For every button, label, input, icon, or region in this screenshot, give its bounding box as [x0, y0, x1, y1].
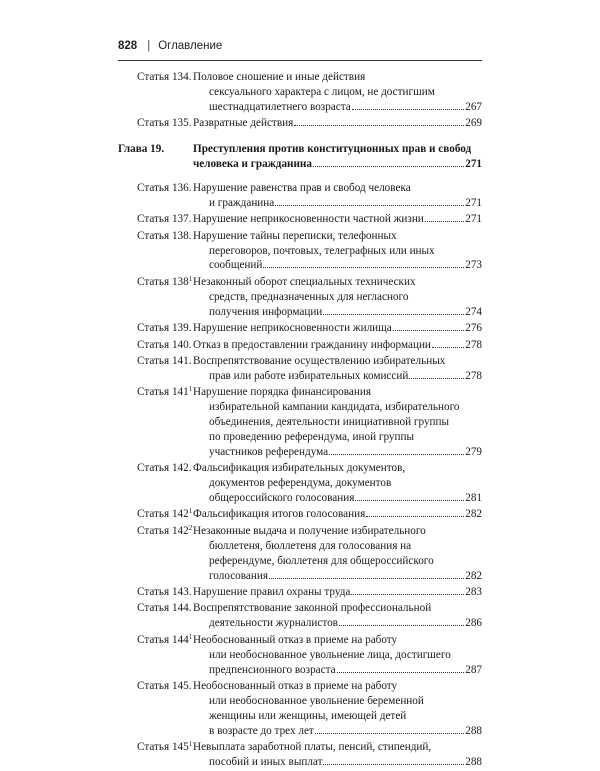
entry-title — [193, 524, 482, 584]
entry-label-text: Статья 139. — [137, 322, 192, 335]
toc-article-entry[interactable] — [118, 275, 482, 320]
dot-leader — [294, 125, 464, 126]
entry-label-text: Статья 136. — [137, 181, 192, 194]
entry-title — [193, 212, 482, 227]
entry-title-line: переговоров, почтовых, телеграфных или иных — [209, 244, 435, 257]
entry-label-text: Статья 140. — [137, 338, 192, 351]
toc-article-entry[interactable] — [118, 116, 482, 131]
entry-page-number[interactable]: 281 — [465, 492, 482, 505]
toc-article-entry[interactable] — [118, 524, 482, 584]
entry-label — [118, 70, 193, 115]
entry-title-line: получения информации — [209, 305, 323, 318]
entry-label-superscript: 1 — [188, 740, 193, 749]
header-title: Оглавление — [158, 40, 223, 52]
entry-label-text: Статья 137. — [137, 213, 192, 226]
entry-title-line: Преступления против конституционных прав и свобод — [193, 143, 472, 156]
entry-title-line: Незаконные выдача и получение избирательного — [193, 524, 426, 537]
entry-label-text: Статья 144 — [137, 633, 189, 646]
entry-title-last-line — [193, 491, 482, 506]
toc-article-entry[interactable] — [118, 679, 482, 739]
entry-title-last-line — [193, 569, 482, 584]
entry-label — [118, 585, 193, 600]
entry-label — [118, 601, 193, 631]
entry-page-number[interactable]: 269 — [465, 117, 482, 130]
dot-leader — [315, 733, 464, 734]
entry-title-line: Необоснованный отказ в приеме на работу — [193, 679, 398, 692]
entry-title-line: участников референдума — [209, 445, 329, 458]
entry-title — [193, 70, 482, 115]
entry-label — [118, 740, 193, 770]
entry-title-line: Воспрепятствование осуществлению избирательных — [193, 354, 446, 367]
dot-leader — [339, 625, 464, 626]
entry-title-line: объединения, деятельности инициативной группы — [209, 416, 450, 429]
entry-title-line: Нарушение неприкосновенности жилища — [193, 322, 392, 335]
entry-page-number[interactable]: 288 — [465, 724, 482, 737]
entry-title-line: Нарушение тайны переписки, телефонных — [193, 229, 397, 242]
entry-page-number[interactable]: 278 — [465, 369, 482, 382]
entry-label — [118, 338, 193, 353]
entry-title — [193, 507, 482, 522]
entry-title-line: избирательной кампании кандидата, избирательного — [209, 401, 460, 414]
entry-title-line: или необоснованное увольнение беременной — [209, 694, 424, 707]
entry-title-last-line — [193, 116, 482, 131]
entry-title-line: средств, предназначенных для негласного — [209, 290, 409, 303]
entry-label-superscript: 1 — [188, 274, 193, 283]
toc-article-entry[interactable] — [118, 461, 482, 506]
entry-title — [193, 338, 482, 353]
entry-label — [118, 461, 193, 506]
entry-title-last-line — [193, 616, 482, 631]
entry-page-number[interactable]: 271 — [465, 213, 482, 226]
dot-leader — [425, 221, 464, 222]
entry-label-text: Статья 142 — [137, 508, 189, 521]
entry-label — [118, 354, 193, 384]
entry-page-number[interactable]: 276 — [465, 322, 482, 335]
entry-title-last-line — [193, 724, 482, 739]
toc-article-entry[interactable] — [118, 385, 482, 460]
entry-title-line: референдуме, бюллетеня для общероссийского — [209, 554, 434, 567]
entry-title-last-line — [193, 369, 482, 384]
entry-page-number[interactable]: 278 — [465, 338, 482, 351]
entry-page-number[interactable]: 273 — [465, 259, 482, 272]
dot-leader — [323, 314, 464, 315]
header-rule — [118, 60, 482, 61]
entry-label — [118, 116, 193, 131]
entry-page-number[interactable]: 274 — [465, 305, 482, 318]
entry-title-line: Нарушение правил охраны труда — [193, 586, 351, 598]
entry-label-text: Статья 141 — [137, 386, 189, 399]
entry-page-number[interactable]: 282 — [465, 569, 482, 582]
entry-label — [118, 275, 193, 320]
entry-title-line: бюллетеня, бюллетеня для голосования на — [209, 539, 412, 552]
entry-title-line: пособий и иных выплат — [209, 755, 323, 768]
dot-leader — [269, 578, 464, 579]
entry-title-line: Фальсификация итогов голосования — [193, 508, 366, 521]
entry-label-text: Статья 138 — [137, 275, 189, 288]
entry-label — [118, 524, 193, 584]
entry-title-last-line — [193, 258, 482, 273]
entry-title — [193, 385, 482, 460]
entry-title-line: Невыплата заработной платы, пенсий, стипендий, — [193, 741, 432, 754]
entry-title-line: Половое сношение и иные действия — [193, 71, 366, 83]
dot-leader — [323, 764, 464, 765]
entry-title-line: Нарушение порядка финансирования — [193, 386, 371, 399]
entry-label — [118, 385, 193, 460]
entry-label-text: Статья 142 — [137, 524, 189, 537]
entry-title-line: предпенсионного возраста — [209, 663, 336, 676]
entry-label-text: Статья 145 — [137, 741, 189, 754]
entry-title — [193, 679, 482, 739]
dot-leader — [313, 166, 464, 167]
entry-page-number[interactable]: 282 — [465, 508, 482, 521]
entry-title — [193, 601, 482, 631]
entry-label-text: Статья 144. — [137, 602, 192, 615]
entry-title-line: женщины или женщины, имеющей детей — [209, 709, 407, 722]
entry-page-number[interactable]: 271 — [465, 196, 482, 209]
entry-title-line: деятельности журналистов — [209, 617, 338, 630]
dot-leader — [275, 205, 464, 206]
entry-title — [193, 321, 482, 336]
entry-label-superscript: 1 — [188, 632, 193, 641]
entry-page-number[interactable]: 267 — [465, 100, 482, 113]
entry-title — [193, 354, 482, 384]
entry-label — [118, 633, 193, 678]
entry-label-text: Статья 142. — [137, 462, 192, 475]
entry-title-line: прав или работе избирательных комиссий — [209, 369, 409, 382]
entry-title-line: шестнадцатилетнего возраста — [209, 100, 351, 113]
entry-title-line: Воспрепятствование законной профессиональной — [193, 602, 432, 615]
entry-label-text: Глава 19. — [118, 143, 165, 156]
entry-label — [118, 229, 193, 274]
entry-title-last-line — [193, 663, 482, 678]
entry-title-last-line — [193, 338, 482, 353]
entry-page-number[interactable]: 271 — [465, 158, 482, 171]
entry-title-line: сексуального характера с лицом, не достигшим — [209, 85, 435, 98]
entry-title-last-line — [193, 157, 482, 172]
toc-article-entry[interactable] — [118, 507, 482, 522]
entry-label-text: Статья 145. — [137, 679, 192, 692]
entry-label — [118, 142, 193, 172]
dot-leader — [366, 516, 464, 517]
entry-page-number[interactable]: 279 — [465, 445, 482, 458]
dot-leader — [393, 330, 464, 331]
entry-title-line: или необоснованное увольнение лица, достигшего — [209, 648, 451, 661]
entry-label-text: Статья 135. — [137, 117, 192, 130]
dot-leader — [352, 109, 464, 110]
toc-article-entry[interactable] — [118, 740, 482, 770]
entry-title — [193, 181, 482, 211]
entry-label — [118, 212, 193, 227]
entry-label-text: Статья 138. — [137, 229, 192, 242]
entry-title — [193, 585, 482, 600]
toc-chapter-entry[interactable] — [118, 142, 482, 172]
entry-title — [193, 116, 482, 131]
entry-title-line: Необоснованный отказ в приеме на работу — [193, 633, 398, 646]
toc-article-entry[interactable] — [118, 585, 482, 600]
entry-title-last-line — [193, 445, 482, 460]
entry-title — [193, 633, 482, 678]
dot-leader — [355, 500, 464, 501]
entry-page-number[interactable]: 288 — [465, 755, 482, 768]
page-number: 828 — [118, 40, 138, 52]
entry-label — [118, 321, 193, 336]
entry-page-number[interactable]: 286 — [465, 617, 482, 630]
entry-title-last-line — [193, 100, 482, 115]
toc-article-entry[interactable] — [118, 181, 482, 211]
entry-title-line: Нарушение равенства прав и свобод человека — [193, 181, 411, 194]
table-of-contents — [118, 70, 482, 771]
entry-label — [118, 507, 193, 522]
entry-title-line: и гражданина — [209, 196, 275, 209]
dot-leader — [409, 378, 464, 379]
entry-title-line: в возрасте до трех лет — [209, 724, 314, 737]
entry-title-last-line — [193, 755, 482, 770]
entry-page-number[interactable]: 283 — [465, 586, 482, 598]
entry-title-line: Развратные действия — [193, 117, 294, 130]
entry-label-superscript: 2 — [188, 523, 193, 532]
toc-article-entry[interactable] — [118, 70, 482, 115]
entry-title-last-line — [193, 321, 482, 336]
entry-title-last-line — [193, 196, 482, 211]
toc-article-entry[interactable] — [118, 354, 482, 384]
toc-article-entry[interactable] — [118, 338, 482, 353]
dot-leader — [337, 672, 465, 673]
toc-article-entry[interactable] — [118, 229, 482, 274]
dot-leader — [432, 347, 464, 348]
dot-leader — [351, 594, 464, 595]
entry-title — [193, 740, 482, 770]
toc-article-entry[interactable] — [118, 633, 482, 678]
entry-title-line: общероссийского голосования — [209, 492, 355, 505]
entry-title — [193, 142, 482, 172]
entry-title-line: Нарушение неприкосновенности частной жизни — [193, 213, 424, 226]
entry-title-last-line — [193, 305, 482, 320]
entry-title-line: голосования — [209, 569, 268, 582]
entry-title-line: человека и гражданина — [193, 158, 312, 171]
entry-title-last-line — [193, 507, 482, 522]
entry-label-text: Статья 143. — [137, 586, 192, 598]
entry-label-text: Статья 141. — [137, 354, 192, 367]
entry-title — [193, 229, 482, 274]
dot-leader — [263, 267, 464, 268]
entry-title — [193, 461, 482, 506]
toc-article-entry[interactable] — [118, 212, 482, 227]
entry-label-superscript: 1 — [188, 385, 193, 394]
entry-title-line: документов референдума, документов — [209, 477, 392, 490]
entry-title-line: сообщений — [209, 259, 263, 272]
entry-label-text: Статья 134. — [137, 71, 192, 83]
running-header — [118, 40, 480, 52]
entry-title-line: по проведению референдума, иной группы — [209, 430, 415, 443]
entry-title-last-line — [193, 212, 482, 227]
entry-title-line: Незаконный оборот специальных технических — [193, 275, 416, 288]
toc-article-entry[interactable] — [118, 321, 482, 336]
entry-title-last-line — [193, 585, 482, 600]
entry-label — [118, 679, 193, 739]
entry-title-line: Фальсификация избирательных документов, — [193, 462, 406, 475]
header-separator: | — [147, 40, 151, 52]
entry-title-line: Отказ в предоставлении гражданину информации — [193, 338, 431, 351]
entry-label-superscript: 1 — [188, 507, 193, 516]
entry-page-number[interactable]: 287 — [465, 663, 482, 676]
entry-label — [118, 181, 193, 211]
dot-leader — [329, 454, 464, 455]
toc-article-entry[interactable] — [118, 601, 482, 631]
entry-title — [193, 275, 482, 320]
